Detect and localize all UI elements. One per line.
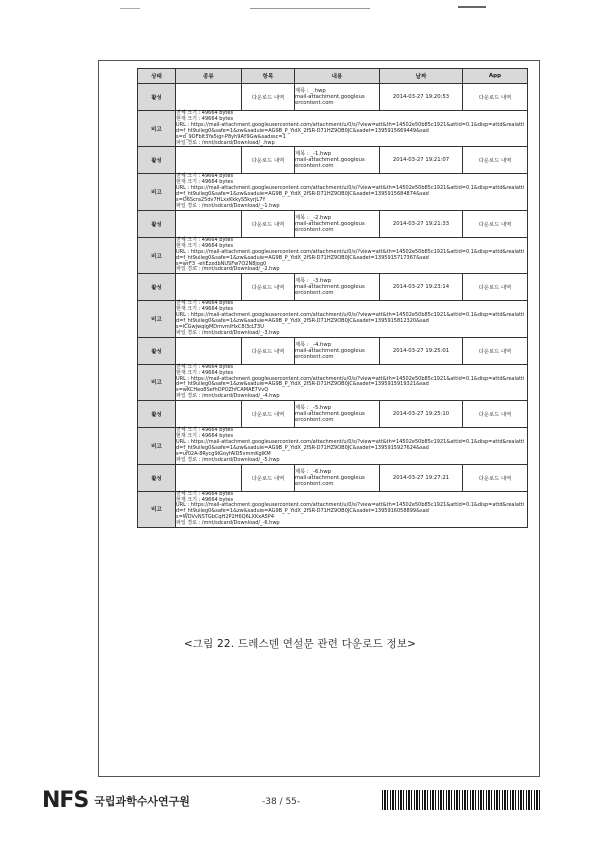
detail-line: 파일 경로 : /mnt/sdcard/Download/_-2.hwp [176,266,280,273]
date-cell: 2014-03-27 19:21:33 [380,210,463,237]
header-date: 날짜 [380,69,463,84]
punch-mark-center [250,0,370,9]
content-line: mail-attachment.googleus [295,474,365,481]
content-line: ercontent.com [295,163,334,170]
remark-label: 비고 [138,491,176,527]
detail-line: URL : https://mail-attachment.googleusercontent.com/attachment/u/0/s/?view=att&th=14502e50b85c1921&attid=0.1&disp=attd&realattid=f_ht9uileg0&safe=1&zw&saduie=AG9B_P_YidX_2fSR-D71HZ9OB0JC&sadet=1395915919321&sad [176,375,525,388]
header-status: 상태 [138,69,176,84]
detail-line: 전체 크기 : 49664 bytes [176,236,234,243]
detail-line: 파일 경로 : /mnt/sdcard/Download/_-3.hwp [176,329,280,336]
app-cell: 다운로드 내역 [463,84,528,111]
footer-logo [42,788,190,813]
table-row [138,337,528,364]
table-header-row [138,69,528,84]
barcode [382,790,540,810]
remark-detail [176,428,528,464]
content-line: mail-attachment.googleus [295,284,365,291]
remark-label: 비고 [138,111,176,147]
content-line: 제목 : _-4.hwp [295,341,332,348]
header-app: App [463,69,528,84]
type-cell [176,401,242,428]
detail-line: s=d_9OFbIt3Ya5igr-P8yh9AY9Gw&sadssc=1 [176,133,286,140]
download-log-table [137,68,528,528]
detail-line: 현재 크기 : 49664 bytes [176,433,234,440]
punch-mark-left [120,0,140,9]
remark-label: 비고 [138,428,176,464]
detail-line: 전체 크기 : 49664 bytes [176,427,234,434]
detail-line: s=lCGwJwqlgMDmvmlHxC8l3cLT3U [176,323,264,330]
detail-line: URL : https://mail-attachment.googleusercontent.com/attachment/u/0/s/?view=att&th=14502e50b85c1921&attid=0.1&disp=attd&realattid=f_ht9uileg0&safe=1&zw&saduie=AG9B_P_YidX_2fSR-D71HZ9OB0JC&sadet=1395915717367&sad [176,248,525,261]
content-line: ercontent.com [295,480,334,487]
remark-row [138,491,528,527]
punch-mark-right [458,2,486,8]
table-row [138,274,528,301]
content-line: 제목 : _.hwp [295,88,326,94]
detail-line: 파일 경로 : /mnt/sdcard/Download/_-5.hwp [176,456,280,463]
remark-row [138,111,528,147]
app-cell: 다운로드 내역 [463,147,528,174]
header-item: 항목 [242,69,295,84]
status-cell: 활성 [138,210,176,237]
table-row [138,401,528,428]
detail-line: 전체 크기 : 49664 bytes [176,300,234,307]
content-cell [295,464,380,491]
date-cell: 2014-03-27 19:20:53 [380,84,463,111]
remark-detail [176,111,528,147]
content-line: ercontent.com [295,290,334,297]
detail-line: 현재 크기 : 49664 bytes [176,242,234,249]
detail-line: URL : https://mail-attachment.googleusercontent.com/attachment/u/0/s/?view=att&th=14502e50b85c1921&attid=0.1&disp=attd&realattid=f_ht9uileg0&safe=1&zw&saduie=AG9B_P_YidX_2fSR-D71HZ9OB0JC&sadet=1395915684874&sad [176,185,525,198]
detail-line: 파일 경로 : /mnt/sdcard/Download/_-4.hwp [176,393,280,400]
content-cell [295,337,380,364]
header-type: 종류 [176,69,242,84]
detail-line: 현재 크기 : 49664 bytes [176,115,234,122]
content-line: mail-attachment.googleus [295,157,365,164]
content-cell [295,84,380,111]
content-line: ercontent.com [295,417,334,424]
remark-row [138,428,528,464]
content-line: 제목 : _-1.hwp [295,151,332,158]
remark-detail [176,174,528,210]
detail-line: 전체 크기 : 49664 bytes [176,363,234,370]
detail-line: 현재 크기 : 49664 bytes [176,179,234,186]
detail-line: 파일 경로 : /mnt/sdcard/Download/_-6.hwp [176,520,280,527]
content-line: 제목 : _-6.hwp [295,468,332,475]
content-line: ercontent.com [295,353,334,360]
detail-line: 파일 경로 : /mnt/sdcard/Download/_.hwp [176,139,275,146]
content-line: 제목 : _-2.hwp [295,214,332,221]
figure-caption: <그림 22. 드레스덴 연설문 관련 다운로드 정보> [183,638,417,650]
remark-row [138,364,528,400]
remark-detail [176,237,528,273]
status-cell: 활성 [138,84,176,111]
detail-line: URL : https://mail-attachment.googleusercontent.com/attachment/u/0/s/?view=att&th=14502e50b85c1921&attid=0.1&disp=attd&realattid=f_ht9uileg0&safe=1&zw&saduie=AG9B_P_YidX_2fSR-D71HZ9OB0JC&sadet=1395916058899&sad [176,502,525,515]
content-line: mail-attachment.googleus [295,411,365,418]
remark-label: 비고 [138,237,176,273]
table-row [138,147,528,174]
detail-line: 전체 크기 : 49664 bytes [176,173,234,180]
type-cell [176,84,242,111]
content-line: mail-attachment.googleus [295,347,365,354]
detail-line: URL : https://mail-attachment.googleusercontent.com/attachment/u/0/s/?view=att&th=14502e50b85c1921&attid=0.1&disp=attd&realattid=f_ht9uileg0&safe=1&zw&saduie=AG9B_P_YidX_2fSR-D71HZ9OB0JC&sadet=1395915927624&sad [176,439,525,451]
content-line: mail-attachment.googleus [295,94,365,100]
remark-row [138,174,528,210]
date-cell: 2014-03-27 19:25:01 [380,337,463,364]
type-cell [176,337,242,364]
type-cell [176,210,242,237]
header-content: 내용 [295,69,380,84]
status-cell: 활성 [138,147,176,174]
app-cell: 다운로드 내역 [463,274,528,301]
detail-line: s=WDVvNSTGbCqH2P2H6Q6LXKxA5P4 [176,514,275,521]
item-cell: 다운로드 내역 [242,147,295,174]
item-cell: 다운로드 내역 [242,337,295,364]
app-cell: 다운로드 내역 [463,464,528,491]
item-cell: 다운로드 내역 [242,401,295,428]
detail-line: 현재 크기 : 49664 bytes [176,496,234,503]
date-cell: 2014-03-27 19:27:21 [380,464,463,491]
content-line: ercontent.com [295,100,334,106]
remark-detail [176,491,528,527]
remark-row [138,301,528,337]
date-cell: 2014-03-27 19:25:10 [380,401,463,428]
detail-line: 현재 크기 : 49664 bytes [176,369,234,376]
remark-label: 비고 [138,364,176,400]
detail-line: 전체 크기 : 49664 bytes [176,110,234,116]
detail-line: 전체 크기 : 49664 bytes [176,490,234,497]
detail-line: s=wKCHeo8SefhOPOZhfCAMAE7VvQ [176,387,269,394]
organization-name: 국립과학수사연구원 [94,794,190,808]
table-row [138,84,528,111]
item-cell: 다운로드 내역 [242,274,295,301]
content-line: ercontent.com [295,226,334,233]
content-cell [295,274,380,301]
app-cell: 다운로드 내역 [463,401,528,428]
remark-label: 비고 [138,301,176,337]
date-cell: 2014-03-27 19:21:07 [380,147,463,174]
detail-line: s=wrF3_-ehEzxdbNUSFw7O2N8jog0 [176,260,267,267]
detail-line: 파일 경로 : /mnt/sdcard/Download/_-1.hwp [176,202,280,209]
content-cell [295,147,380,174]
remark-detail [176,301,528,337]
status-cell: 활성 [138,464,176,491]
item-cell: 다운로드 내역 [242,464,295,491]
content-cell [295,210,380,237]
detail-line: s=uf02A-8Rycg9lGoyfAlD5vmmKgIKM [176,450,271,457]
remark-row [138,237,528,273]
table-row [138,464,528,491]
app-cell: 다운로드 내역 [463,210,528,237]
app-cell: 다운로드 내역 [463,337,528,364]
page-number: -38 / 55- [262,797,301,807]
item-cell: 다운로드 내역 [242,210,295,237]
detail-line: URL : https://mail-attachment.googleusercontent.com/attachment/u/0/s/?view=att&th=14502e50b85c1921&attid=0.1&disp=attd&realattid=f_ht9uileg0&safe=1&zw&saduie=AG9B_P_YidX_2fSR-D71HZ9OB0JC&sadet=1395915669449&sad [176,121,525,134]
detail-line: 현재 크기 : 49664 bytes [176,306,234,313]
item-cell: 다운로드 내역 [242,84,295,111]
remark-label: 비고 [138,174,176,210]
status-cell: 활성 [138,337,176,364]
table-row [138,210,528,237]
type-cell [176,147,242,174]
content-line: 제목 : _-5.hwp [295,405,332,412]
remark-detail [176,364,528,400]
content-cell [295,401,380,428]
table-body [138,84,528,528]
content-line: 제목 : _-3.hwp [295,278,332,285]
status-cell: 활성 [138,401,176,428]
detail-line: s=O6Scra25dv7HLxxKkkyS5kyrjL7Y [176,197,266,204]
date-cell: 2014-03-27 19:23:14 [380,274,463,301]
content-line: mail-attachment.googleus [295,220,365,227]
detail-line: URL : https://mail-attachment.googleusercontent.com/attachment/u/0/s/?view=att&th=14502e50b85c1921&attid=0.1&disp=attd&realattid=f_ht9uileg0&safe=1&zw&saduie=AG9B_P_YidX_2fSR-D71HZ9OB0JC&sadet=1395915812320&sad [176,312,525,325]
type-cell [176,464,242,491]
status-cell: 활성 [138,274,176,301]
type-cell [176,274,242,301]
nfs-logo: NFS [42,788,89,813]
